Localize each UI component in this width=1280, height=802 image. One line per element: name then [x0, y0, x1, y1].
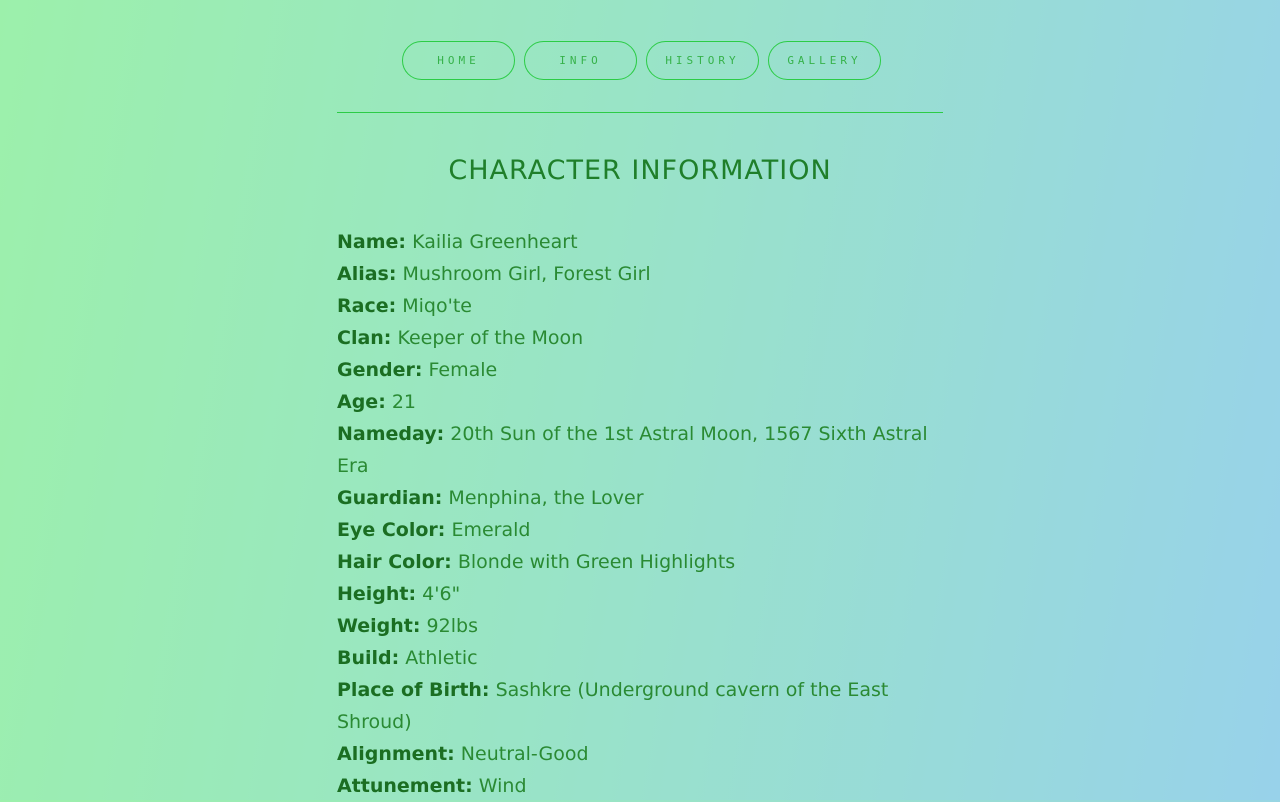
info-value: 4'6": [422, 583, 461, 605]
info-value: Emerald: [451, 519, 531, 541]
info-row-place-of-birth: [337, 674, 943, 738]
nav-history-button[interactable]: HISTORY: [646, 41, 759, 80]
info-label: Height:: [337, 583, 417, 605]
info-row-hair-color: [337, 546, 943, 578]
info-label: Build:: [337, 647, 400, 669]
info-row-eye-color: [337, 514, 943, 546]
info-value: Miqo'te: [402, 295, 472, 317]
info-row-age: [337, 386, 943, 418]
info-row-clan: [337, 322, 943, 354]
nav-home-button[interactable]: HOME: [402, 41, 515, 80]
info-value: Female: [428, 359, 498, 381]
info-value: Blonde with Green Highlights: [457, 551, 736, 573]
info-value: Wind: [478, 775, 527, 797]
info-value: 20th Sun of the 1st Astral Moon, 1567 Sixth Astral Era: [337, 423, 928, 477]
info-row-nameday: [337, 418, 943, 482]
info-label: Name:: [337, 231, 407, 253]
character-info-list: [337, 226, 943, 802]
nav-info-button[interactable]: INFO: [524, 41, 637, 80]
info-label: Race:: [337, 295, 397, 317]
info-row-guardian: [337, 482, 943, 514]
info-label: Guardian:: [337, 487, 443, 509]
info-value: Keeper of the Moon: [397, 327, 584, 349]
info-label: Place of Birth:: [337, 679, 490, 701]
info-label: Alias:: [337, 263, 397, 285]
page-title: CHARACTER INFORMATION: [448, 155, 832, 186]
info-label: Gender:: [337, 359, 423, 381]
info-label: Attunement:: [337, 775, 473, 797]
info-row-weight: [337, 610, 943, 642]
info-value: Sashkre (Underground cavern of the East Shroud): [337, 679, 889, 733]
info-row-race: [337, 290, 943, 322]
info-row-alignment: [337, 738, 943, 770]
info-value: Menphina, the Lover: [448, 487, 644, 509]
info-label: Eye Color:: [337, 519, 446, 541]
info-row-name: [337, 226, 943, 258]
info-row-attunement: [337, 770, 943, 802]
info-row-height: [337, 578, 943, 610]
header-divider: [337, 112, 943, 113]
top-nav: [402, 41, 881, 80]
nav-gallery-button[interactable]: GALLERY: [768, 41, 881, 80]
info-value: Kailia Greenheart: [412, 231, 578, 253]
info-row-gender: [337, 354, 943, 386]
info-value: Neutral-Good: [460, 743, 589, 765]
info-label: Hair Color:: [337, 551, 452, 573]
info-row-build: [337, 642, 943, 674]
info-label: Age:: [337, 391, 386, 413]
info-label: Weight:: [337, 615, 421, 637]
info-row-alias: [337, 258, 943, 290]
info-label: Nameday:: [337, 423, 445, 445]
info-value: 92lbs: [426, 615, 478, 637]
info-value: Mushroom Girl, Forest Girl: [402, 263, 651, 285]
info-label: Clan:: [337, 327, 392, 349]
info-label: Alignment:: [337, 743, 455, 765]
info-value: Athletic: [405, 647, 478, 669]
info-value: 21: [391, 391, 417, 413]
